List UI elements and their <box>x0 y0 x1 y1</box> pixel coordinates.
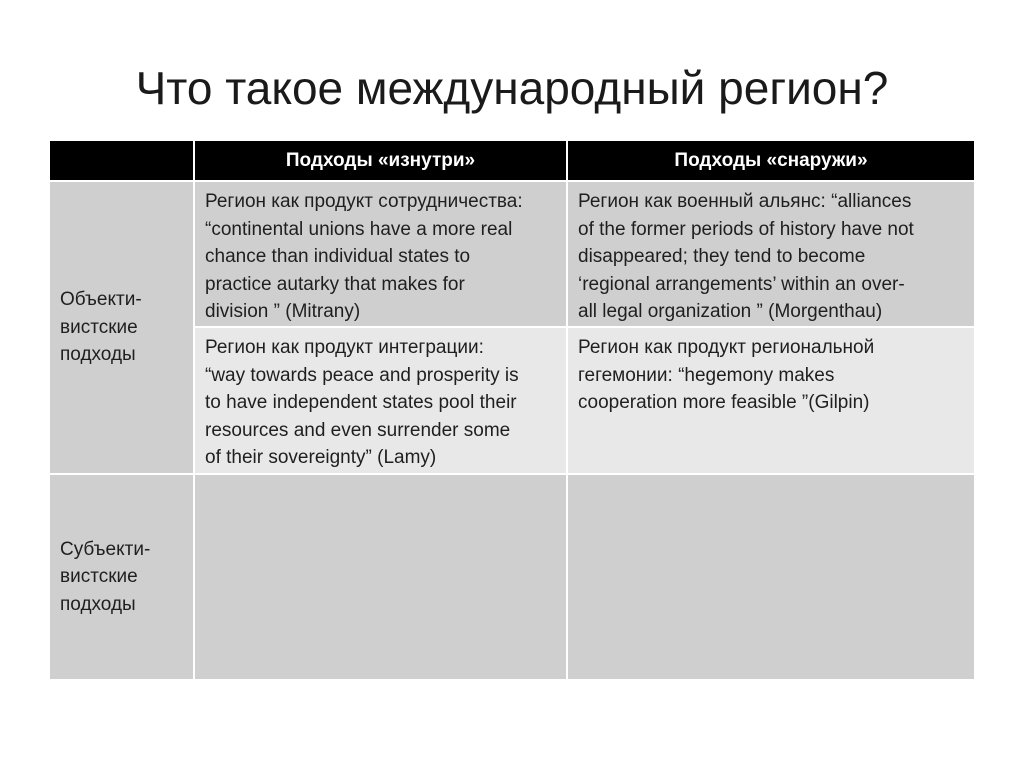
cell-objectivist-outside-2: Регион как продукт региональной гегемонии: “hegemony makes cooperation more feasible ”(Gilpin) <box>568 328 974 475</box>
row-label-subjectivist-text: Субъекти- вистские подходы <box>60 538 151 615</box>
slide-title: Что такое международный регион? <box>135 62 889 114</box>
cell-subjectivist-outside <box>568 475 974 679</box>
cell-objectivist-inside-1: Регион как продукт сотрудничества: “continental unions have a more real chance than individual states to practice autarky that makes for division ” (Mitrany) <box>195 182 568 328</box>
row-label-objectivist <box>50 182 195 475</box>
table-header-outside: Подходы «снаружи» <box>568 141 974 182</box>
cell-objectivist-inside-2: Регион как продукт интеграции: “way towards peace and prosperity is to have independent states pool their resources and even surrender some of their sovereignty” (Lamy) <box>195 328 568 475</box>
approaches-table <box>50 141 974 679</box>
table-header-corner <box>50 141 195 182</box>
cell-subjectivist-inside <box>195 475 568 679</box>
row-label-objectivist-text: Объекти- вистские подходы <box>60 289 142 366</box>
row-label-subjectivist <box>50 475 195 679</box>
table-header-inside: Подходы «изнутри» <box>195 141 568 182</box>
cell-objectivist-outside-1: Регион как военный альянс: “alliances of the former periods of history have not disappeared; they tend to become ‘regional arrangements’ within an over- all legal organization ” (Morgenthau) <box>568 182 974 328</box>
